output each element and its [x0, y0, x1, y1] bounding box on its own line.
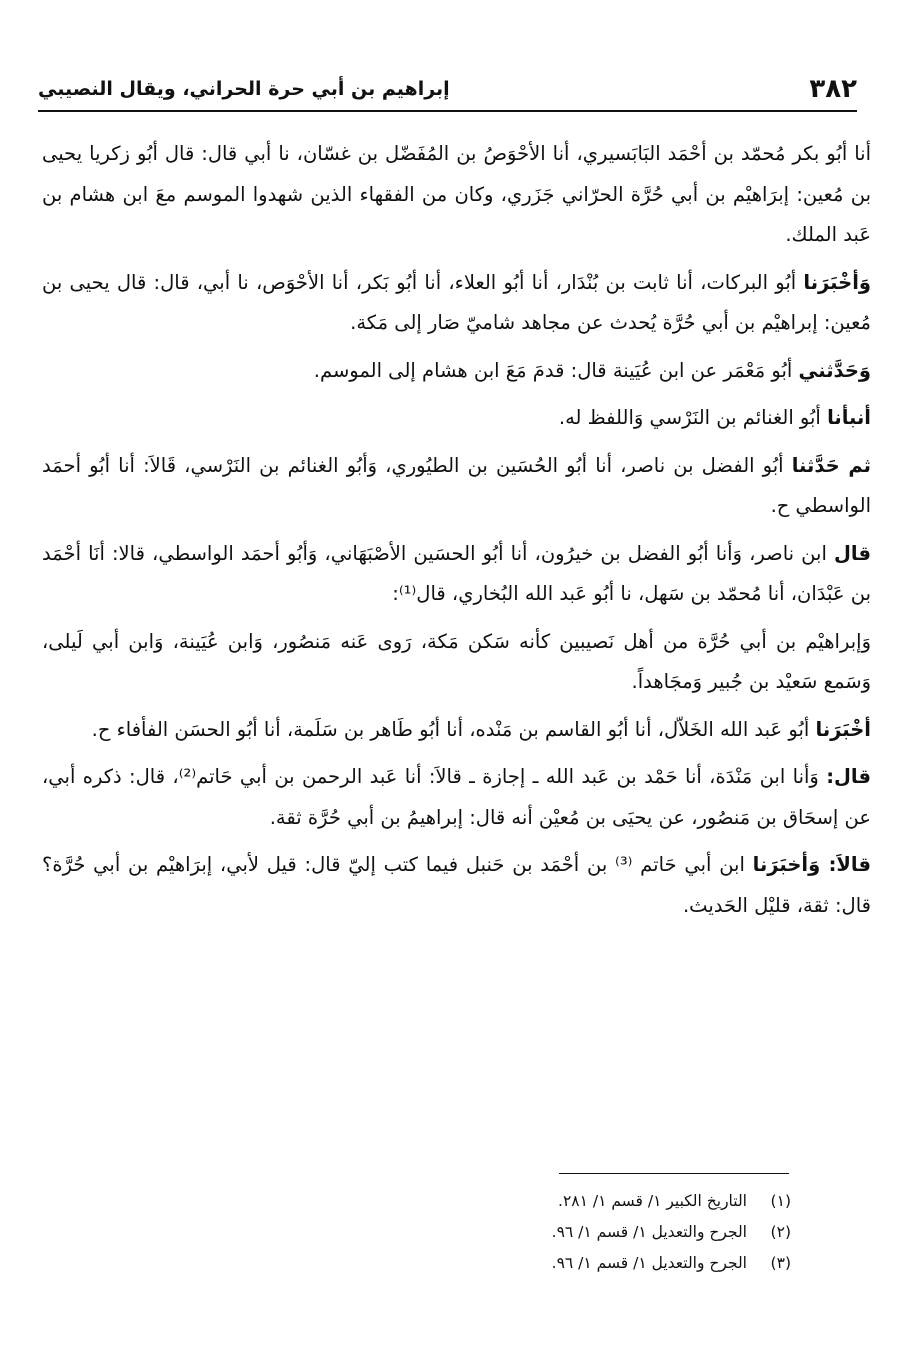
paragraph — [42, 757, 871, 838]
paragraph — [42, 263, 871, 344]
footnote-number: (٢) — [770, 1223, 791, 1241]
running-title: إبراهيم بن أبي حرة الحراني، ويقال النصيبي — [38, 78, 450, 100]
paragraph — [42, 398, 871, 439]
footnote-separator — [559, 1173, 789, 1174]
paragraph-text: وَأنا ابن مَنْدَة، أنا حَمْد بن عَبد الله ـ إجازة ـ قالاَ: أنا عَبد الرحمن بن أبي حَاتم⁽²⁾، قال: ذكره أبي، عن إسحَاق بن مَنصُور، عن يحيَى بن مُعيْن أنه قال: إبراهيمُ بن أبي حُرَّة ثقة. — [42, 765, 871, 829]
footnote-text: الجرح والتعديل ١/ قسم ١/ ٩٦. — [551, 1223, 747, 1241]
paragraph-lead: قال — [833, 541, 871, 565]
paragraph — [42, 534, 871, 615]
paragraph-lead: وَأخْبَرَنا — [803, 270, 871, 294]
paragraph-lead: قال: — [826, 765, 871, 788]
paragraph-lead: ثم حَدَّثنا — [791, 453, 871, 477]
paragraph-lead: قالاَ: وَأخبَرَنا — [752, 853, 871, 876]
paragraph-text: أبُو الغنائم بن النَرْسي وَاللفظ له. — [558, 406, 828, 429]
footnote-number: (١) — [770, 1192, 791, 1210]
paragraph-text: أبُو الفضل بن ناصر، أنا أبُو الحُسَين بن الطيُوري، وَأبُو الغنائم بن النَرْسي، قَالاَ: أنا أبُو أحمَد الواسطي ح. — [42, 453, 871, 517]
footnotes — [300, 1186, 791, 1279]
paragraph — [42, 134, 871, 256]
paragraph-text: أنا أبُو بكر مُحمّد بن أحْمَد البَابَسيري، أنا الأحْوَصُ بن المُفَضّل بن غسّان، نا أبي قال: قال أبُو زكريا يحيى بن مُعين: إبرَاهيْم بن أبي حُرَّة الحرّاني جَزَري، وكان من الفقهاء الذين شهدوا الموسم معَ ابن هشام بن عَبد الملك. — [42, 142, 871, 246]
footnote-item — [300, 1248, 791, 1279]
paragraph-text: أبُو البركات، أنا ثابت بن بُنْدَار، أنا أبُو العلاء، أنا أبُو بَكر، أنا الأحْوَص، نا أبي، قال: قال يحيى بن مُعين: إبراهيْم بن أبي حُرَّة يُحدث عن مجاهد شاميّ صَار إلى مَكة. — [42, 270, 871, 334]
paragraph-lead: أخْبَرَنا — [815, 717, 871, 741]
header-rule — [38, 110, 857, 112]
footnote-item — [300, 1186, 791, 1217]
page-number: ٣٨٢ — [809, 74, 857, 104]
footnote-text: الجرح والتعديل ١/ قسم ١/ ٩٦. — [551, 1254, 747, 1272]
footnote-text: التاريخ الكبير ١/ قسم ١/ ٢٨١. — [558, 1192, 747, 1210]
paragraph-text: أبُو مَعْمَر عن ابن عُيَينة قال: قدمَ مَعَ ابن هشام إلى الموسم. — [313, 358, 799, 382]
paragraph-text: أبُو عَبد الله الخَلاّل، أنا أبُو القاسم بن مَنْده، أنا أبُو طَاهر بن سَلَمة، أنا أبُو الحسَن الفأفاء ح. — [91, 717, 816, 741]
paragraph-text: ابن أبي حَاتم ⁽³⁾ بن أحْمَد بن حَنبل فيما كتب إليّ قال: قيل لأبي، إبرَاهيْم بن أبي حُرَّة؟ قال: ثقة، قليْل الحَديث. — [42, 853, 871, 917]
paragraph-lead: وَحَدَّثني — [798, 358, 871, 382]
footnote-item — [300, 1217, 791, 1248]
paragraph — [42, 710, 871, 751]
paragraph — [42, 622, 871, 703]
paragraph-lead: أنبأنا — [827, 406, 871, 429]
paragraph-text: وَإبراهيْم بن أبي حُرَّة من أهل نَصيبين كأنه سَكن مَكة، رَوى عَنه مَنصُور، وَابن عُيَينة، وَابن أبي لَيلى، وَسَمع سَعيْد بن جُبير وَمجَاهداً. — [42, 629, 871, 693]
paragraph-text: ابن ناصر، وَأنا أبُو الفضل بن خيرُون، أنا أبُو الحسَين الأصْبَهَاني، وَأبُو أحمَد الواسطي، قالا: أنَا أحْمَد بن عَبْدَان، أنا مُحمّد بن سَهل، نا أبُو عَبد الله البُخاري، قال⁽¹⁾: — [42, 541, 871, 605]
page-header — [38, 70, 857, 110]
main-text — [42, 134, 871, 933]
footnote-number: (٣) — [770, 1254, 791, 1272]
paragraph — [42, 845, 871, 926]
paragraph — [42, 446, 871, 527]
paragraph — [42, 351, 871, 392]
